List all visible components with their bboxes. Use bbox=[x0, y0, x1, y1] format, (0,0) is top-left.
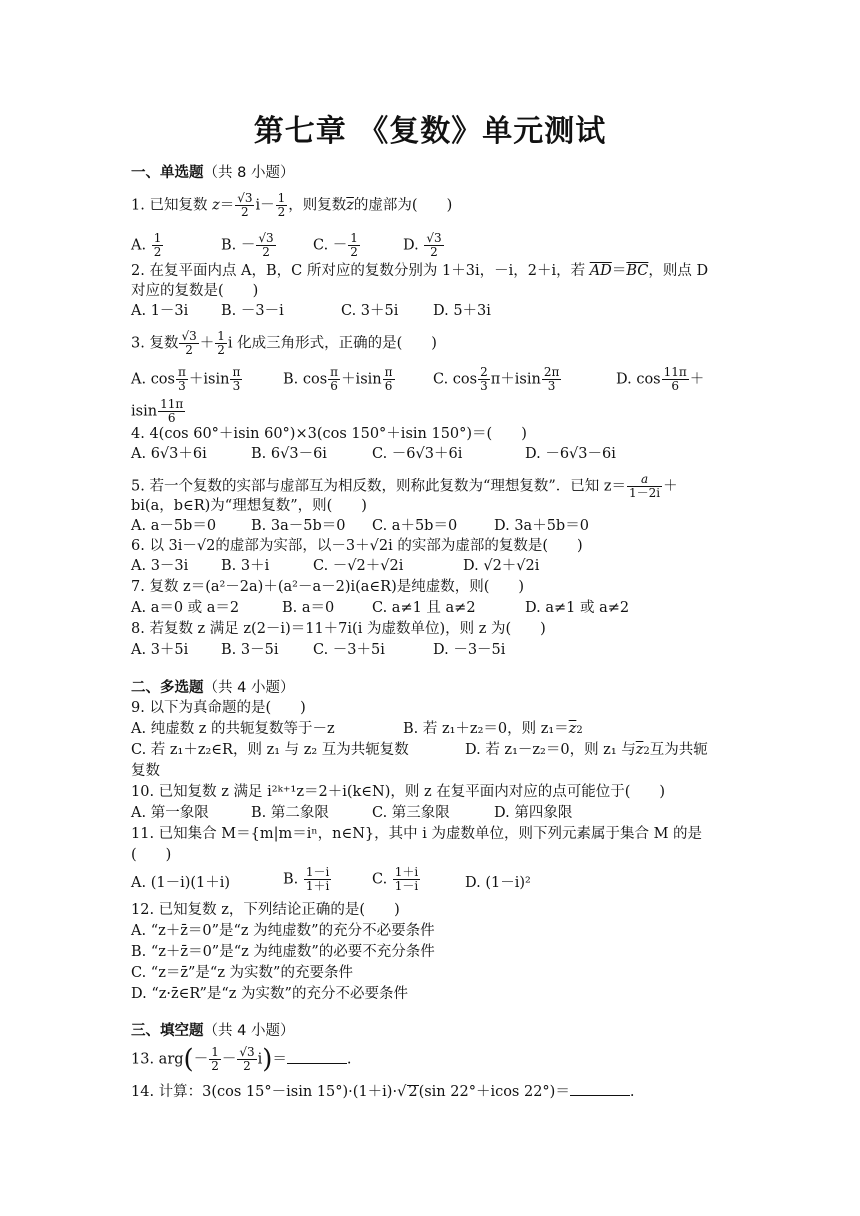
question-3-option-a: A. cos $\frac{\pi}{3}$ ＋isin $\frac{\pi}{3}$ bbox=[131, 365, 241, 393]
question-12-option-d: D. “z·z̄∈R”是“z 为实数”的充分不必要条件 bbox=[131, 986, 408, 1002]
question-7-option-b: B. a＝0 bbox=[282, 600, 335, 616]
question-2-option-b: B. －3－i bbox=[221, 303, 284, 319]
question-5-option-d: D. 3a＋5b＝0 bbox=[494, 518, 589, 534]
question-5-stem-cont: bi(a，b∈R)为“理想复数”，则( ) bbox=[131, 498, 367, 514]
question-1-stem: 1. 已知复数 z＝ $\frac{√3}{2}$ i－ $\frac{1}{2}$ ，则复数$\overline{z}$的虚部为( ) bbox=[131, 191, 453, 219]
question-7-stem: 7. 复数 z＝(a²－2a)＋(a²－a－2)i(a∈R)是纯虚数，则( ) bbox=[131, 579, 525, 595]
question-2-option-d: D. 5＋3i bbox=[433, 303, 491, 319]
question-12-stem: 12. 已知复数 z，下列结论正确的是( ) bbox=[131, 902, 400, 918]
question-4-option-c: C. －6√3＋6i bbox=[372, 446, 463, 462]
question-8-stem: 8. 若复数 z 满足 z(2－i)＝11＋7i(i 为虚数单位)，则 z 为( ) bbox=[131, 621, 546, 637]
question-6-option-d: D. √2＋√2i bbox=[463, 558, 540, 574]
question-7-option-c: C. a≠1 且 a≠2 bbox=[372, 600, 476, 616]
question-12-option-b: B. “z＋z̄＝0”是“z 为纯虚数”的必要不充分条件 bbox=[131, 944, 435, 960]
question-8-option-b: B. 3－5i bbox=[221, 642, 279, 658]
question-8-option-c: C. －3＋5i bbox=[313, 642, 385, 658]
question-8-option-d: D. －3－5i bbox=[433, 642, 506, 658]
question-11-option-d: D. (1－i)² bbox=[465, 875, 531, 891]
question-9-option-b: B. 若 z₁＋z₂＝0，则 $z_1=\overline{z}2$ bbox=[403, 721, 583, 737]
section-count: （共 4 小题） bbox=[203, 1023, 295, 1039]
question-9-stem: 9. 以下为真命题的是( ) bbox=[131, 700, 306, 716]
question-4-option-a: A. 6√3＋6i bbox=[131, 446, 207, 462]
question-1-option-a: A. $\frac{1}{2}$ bbox=[131, 231, 162, 259]
question-10-option-c: C. 第三象限 bbox=[372, 805, 450, 821]
section-count: （共 4 小题） bbox=[203, 680, 295, 696]
question-2-option-c: C. 3＋5i bbox=[341, 303, 399, 319]
question-3-option-c: C. cos $\frac{2}{3}$ π＋isin $\frac{2\pi}{3}$ bbox=[433, 365, 560, 393]
question-3-stem: 3. 复数 $\frac{√3}{2}$ ＋ $\frac{1}{2}$ i 化成三角形式，正确的是( ) bbox=[131, 329, 437, 357]
question-9-option-c: C. 若 z₁＋z₂∈R，则 z₁ 与 z₂ 互为共轭复数 bbox=[131, 742, 409, 758]
question-14-stem: 14. 计算：3(cos 15°－isin 15°)·(1＋i)·√ 2(sin 22°＋icos 22°)＝ . bbox=[131, 1084, 635, 1100]
question-4-option-b: B. 6√3－6i bbox=[251, 446, 327, 462]
question-11-option-c: C. $\frac{1+i}{1-i}$ bbox=[372, 865, 419, 893]
question-2-stem: 2. 在复平面内点 A，B，C 所对应的复数分别为 1＋3i，－i，2＋i，若 $\overline{AD}=\overline{BC}$，则点 D bbox=[131, 263, 709, 279]
section-title: 二、多选题 bbox=[131, 680, 204, 696]
question-11-stem-cont: ( ) bbox=[131, 847, 172, 863]
section-count: （共 8 小题） bbox=[203, 165, 295, 181]
question-11-option-a: A. (1－i)(1＋i) bbox=[131, 875, 231, 891]
section-header-multiple-choice bbox=[131, 679, 294, 697]
question-12-option-c: C. “z＝z̄”是“z 为实数”的充要条件 bbox=[131, 965, 353, 981]
question-5-option-a: A. a－5b＝0 bbox=[131, 518, 217, 534]
question-4-option-d: D. －6√3－6i bbox=[525, 446, 616, 462]
section-title: 三、填空题 bbox=[131, 1023, 204, 1039]
section-header-single-choice bbox=[131, 164, 294, 182]
question-6-option-b: B. 3＋i bbox=[221, 558, 270, 574]
question-13-stem: 13. arg(－ $\frac{1}{2}$ － $\frac{√3}{2}$ i)＝ . bbox=[131, 1044, 352, 1075]
question-5-option-b: B. 3a－5b＝0 bbox=[251, 518, 346, 534]
question-1-option-b: B. － $\frac{√3}{2}$ bbox=[221, 231, 274, 259]
question-6-option-a: A. 3－3i bbox=[131, 558, 189, 574]
question-7-option-d: D. a≠1 或 a≠2 bbox=[525, 600, 630, 616]
question-3-option-b: B. cos $\frac{\pi}{6}$ ＋isin $\frac{\pi}{6}$ bbox=[283, 365, 393, 393]
question-3-option-d: D. cos $\frac{11\pi}{6}$ ＋ bbox=[616, 365, 705, 393]
question-3-option-d-cont: isin $\frac{11\pi}{6}$ bbox=[131, 397, 184, 425]
section-title: 一、单选题 bbox=[131, 165, 204, 181]
page-title: 第七章 《复数》单元测试 bbox=[253, 114, 607, 149]
question-10-option-d: D. 第四象限 bbox=[494, 805, 573, 821]
question-5-option-c: C. a＋5b＝0 bbox=[372, 518, 458, 534]
question-6-stem: 6. 以 3i－√2的虚部为实部，以－3＋√2i 的实部为虚部的复数是( ) bbox=[131, 538, 583, 554]
answer-blank[interactable] bbox=[287, 1051, 347, 1064]
question-6-option-c: C. －√2＋√2i bbox=[313, 558, 404, 574]
question-10-stem: 10. 已知复数 z 满足 i²ᵏ⁺¹z＝2＋i(k∈N)，则 z 在复平面内对应的点可能位于( ) bbox=[131, 784, 666, 800]
question-2-option-a: A. 1－3i bbox=[131, 303, 189, 319]
question-10-option-a: A. 第一象限 bbox=[131, 805, 209, 821]
question-5-stem: 5. 若一个复数的实部与虚部互为相反数，则称此复数为“理想复数”．已知 z＝ $\frac{a}{1-2i}$ ＋ bbox=[131, 472, 678, 500]
question-12-option-a: A. “z＋z̄＝0”是“z 为纯虚数”的充分不必要条件 bbox=[131, 923, 435, 939]
question-11-option-b: B. $\frac{1-i}{1+i}$ bbox=[283, 865, 330, 893]
question-1-option-c: C. － $\frac{1}{2}$ bbox=[313, 231, 358, 259]
question-9-option-a: A. 纯虚数 z 的共轭复数等于－z bbox=[131, 721, 335, 737]
question-4-stem: 4. 4(cos 60°＋isin 60°)×3(cos 150°＋isin 150°)＝( ) bbox=[131, 426, 527, 442]
question-9-option-d-cont: 复数 bbox=[131, 763, 160, 779]
question-8-option-a: A. 3＋5i bbox=[131, 642, 189, 658]
question-11-stem: 11. 已知集合 M＝{m|m＝iⁿ，n∈N}，其中 i 为虚数单位，则下列元素属于集合 M 的是 bbox=[131, 826, 703, 842]
question-1-option-d: D. $\frac{√3}{2}$ bbox=[403, 231, 442, 259]
question-10-option-b: B. 第二象限 bbox=[251, 805, 329, 821]
answer-blank[interactable] bbox=[570, 1083, 630, 1096]
question-7-option-a: A. a＝0 或 a＝2 bbox=[131, 600, 240, 616]
question-9-option-d: D. 若 z₁－z₂＝0，则 z₁ 与$\overline{z}2$互为共轭 bbox=[465, 742, 708, 758]
question-2-stem-cont: 对应的复数是( ) bbox=[131, 283, 259, 299]
section-header-fill-in bbox=[131, 1022, 294, 1040]
